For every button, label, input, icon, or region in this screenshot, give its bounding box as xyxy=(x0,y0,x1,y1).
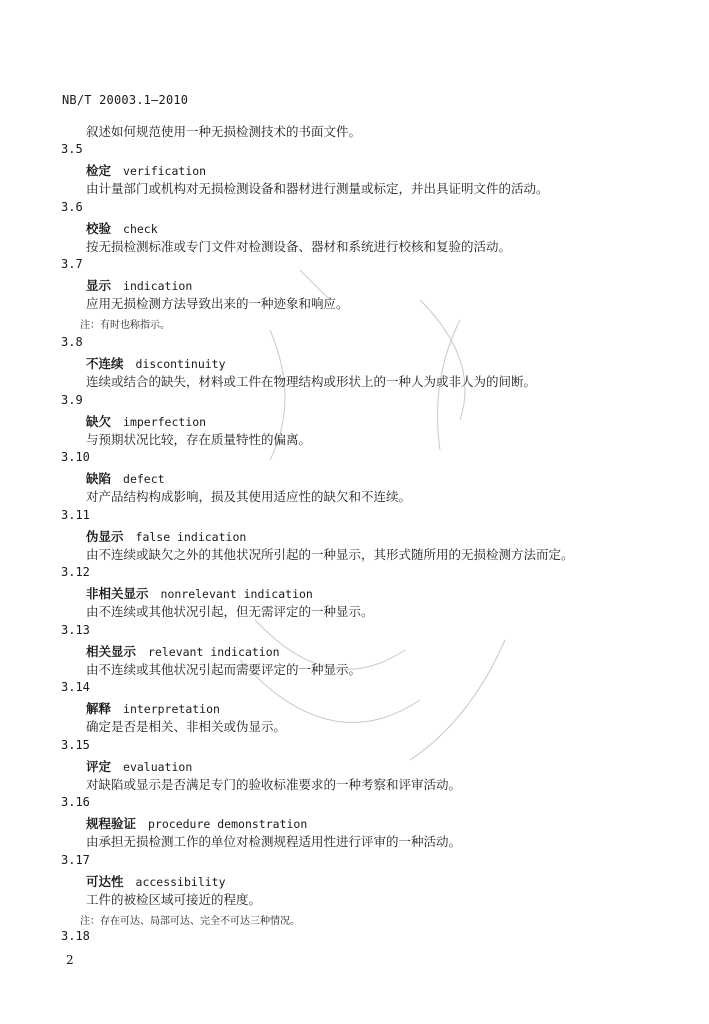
term-definition: 由不连续或其他状况引起而需要评定的一种显示。 xyxy=(86,661,362,677)
term-english: verification xyxy=(123,164,207,178)
term-heading xyxy=(86,161,206,179)
term-english: discontinuity xyxy=(135,357,226,371)
term-heading xyxy=(86,412,206,430)
term-chinese: 相关显示 xyxy=(86,643,137,659)
term-heading xyxy=(86,814,307,832)
term-chinese: 检定 xyxy=(86,163,112,178)
term-chinese: 可达性 xyxy=(86,873,124,889)
term-heading xyxy=(86,276,192,294)
term-english: interpretation xyxy=(123,702,220,716)
clause-number: 3.17 xyxy=(61,852,90,867)
term-chinese: 评定 xyxy=(86,758,112,774)
term-entry-3-11 xyxy=(0,508,709,566)
term-entry-3-14 xyxy=(0,680,709,738)
clause-number: 3.11 xyxy=(61,507,90,522)
term-entry-3-7 xyxy=(0,257,709,335)
term-note: 注：有时也称指示。 xyxy=(80,320,170,331)
term-entry-3-12 xyxy=(0,565,709,623)
clause-number: 3.7 xyxy=(61,257,83,271)
term-definition: 与预期状况比较，存在质量特性的偏离。 xyxy=(86,431,312,447)
term-heading xyxy=(86,872,226,890)
clause-number: 3.10 xyxy=(61,450,90,464)
clause-number: 3.16 xyxy=(61,795,90,809)
term-definition: 确定是否是相关、非相关或伪显示。 xyxy=(86,719,287,734)
term-heading xyxy=(86,527,246,545)
term-chinese: 缺欠 xyxy=(86,413,112,429)
term-definition: 由计量部门或机构对无损检测设备和器材进行测量或标定，并出具证明文件的活动。 xyxy=(86,181,549,196)
term-note: 注：存在可达、局部可达、完全不可达三种情况。 xyxy=(80,915,300,927)
clause-number: 3.15 xyxy=(61,737,90,752)
term-heading xyxy=(86,354,226,372)
clause-number: 3.12 xyxy=(61,565,90,579)
term-heading xyxy=(86,219,158,237)
clause-number: 3.8 xyxy=(61,335,83,349)
term-definition: 对缺陷或显示是否满足专门的验收标准要求的一种考察和评审活动。 xyxy=(86,776,462,792)
clause-number: 3.13 xyxy=(61,622,90,637)
term-definition: 由不连续或其他状况引起，但无需评定的一种显示。 xyxy=(86,604,374,619)
clause-number-3-18: 3.18 xyxy=(61,929,90,943)
term-entry-3-16 xyxy=(0,795,709,853)
term-chinese: 规程验证 xyxy=(86,816,137,831)
clause-number: 3.5 xyxy=(61,142,83,156)
term-english: accessibility xyxy=(135,874,226,889)
term-chinese: 显示 xyxy=(86,278,112,293)
term-entry-3-13 xyxy=(0,623,709,681)
term-english: relevant indication xyxy=(148,644,280,659)
term-heading xyxy=(86,469,165,487)
term-chinese: 解释 xyxy=(86,701,112,716)
term-entry-3-9 xyxy=(0,393,709,451)
term-heading xyxy=(86,699,220,717)
clause-number: 3.9 xyxy=(61,392,83,407)
term-chinese: 伪显示 xyxy=(86,528,124,544)
term-english: defect xyxy=(123,472,165,486)
term-english: imperfection xyxy=(123,414,207,429)
intro-definition-line: 叙述如何规范使用一种无损检测技术的书面文件。 xyxy=(86,124,362,139)
term-chinese: 校验 xyxy=(86,220,112,236)
term-chinese: 缺陷 xyxy=(86,471,112,486)
page-number: 2 xyxy=(66,953,74,967)
term-definition: 工件的被检区域可接近的程度。 xyxy=(86,891,262,907)
term-entry-3-8 xyxy=(0,335,709,393)
term-english: indication xyxy=(123,279,193,293)
term-definition: 按无损检测标准或专门文件对检测设备、器材和系统进行校核和复验的活动。 xyxy=(86,238,512,254)
clause-number: 3.6 xyxy=(61,199,83,214)
term-english: check xyxy=(123,221,158,236)
term-definition: 连续或结合的缺失，材料或工件在物理结构或形状上的一种人为或非人为的间断。 xyxy=(86,374,537,389)
term-english: false indication xyxy=(135,529,247,544)
term-entry-3-15 xyxy=(0,738,709,796)
term-english: nonrelevant indication xyxy=(160,587,313,601)
term-english: procedure demonstration xyxy=(148,817,308,831)
term-entry-3-10 xyxy=(0,450,709,508)
term-definition: 由承担无损检测工作的单位对检测规程适用性进行评审的一种活动。 xyxy=(86,834,462,849)
term-heading xyxy=(86,642,280,660)
term-entry-3-5 xyxy=(0,142,709,200)
term-english: evaluation xyxy=(123,759,193,774)
term-definition: 由不连续或缺欠之外的其他状况所引起的一种显示，其形式随所用的无损检测方法而定。 xyxy=(86,546,574,562)
term-entry-3-17 xyxy=(0,853,709,931)
term-heading xyxy=(86,584,313,602)
term-entry-3-6 xyxy=(0,200,709,258)
terms-list xyxy=(0,142,709,931)
clause-number: 3.14 xyxy=(61,680,90,694)
term-definition: 对产品结构构成影响，损及其使用适应性的缺欠和不连续。 xyxy=(86,489,412,504)
term-definition: 应用无损检测方法导致出来的一种迹象和响应。 xyxy=(86,296,349,311)
term-chinese: 非相关显示 xyxy=(86,586,149,601)
term-chinese: 不连续 xyxy=(86,356,124,371)
term-heading xyxy=(86,757,192,775)
document-code-header: NB/T 20003.1—2010 xyxy=(62,93,189,107)
